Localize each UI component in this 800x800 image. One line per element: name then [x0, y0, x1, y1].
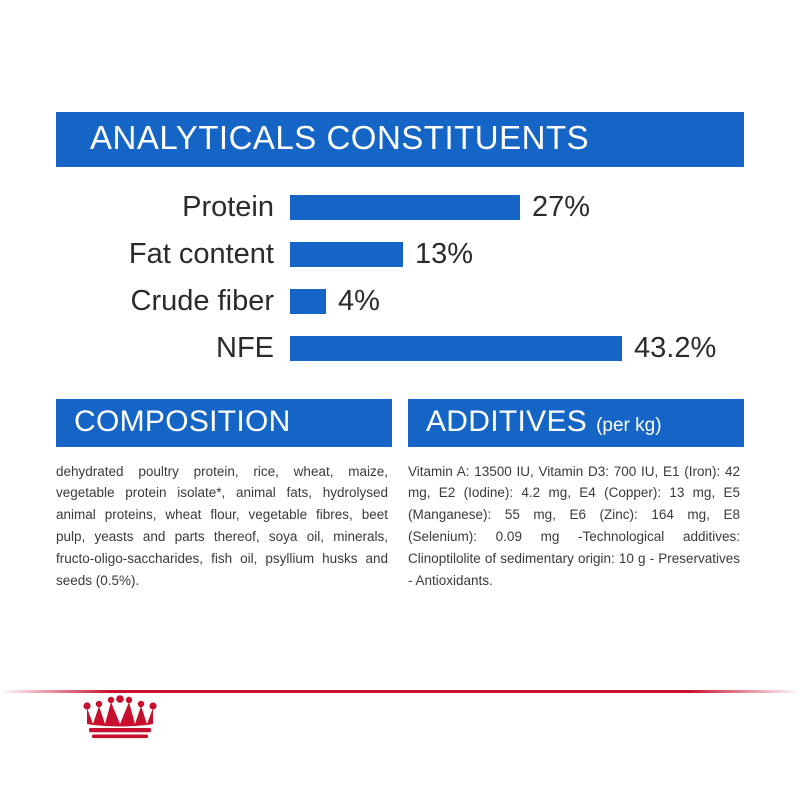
royal-canin-crown-icon: [83, 694, 157, 744]
bar-fill-protein: [290, 195, 520, 220]
bar-track-fat-content: [290, 233, 744, 277]
bar-row-protein: [56, 186, 744, 230]
bar-value-nfe: 43.2%: [634, 332, 717, 365]
bar-value-protein: 27%: [532, 191, 591, 224]
composition-text: dehydrated poultry protein, rice, wheat, maize, vegetable protein isolate*, animal fats, hydrolysed animal proteins, wheat flour, vegetable fibres, beet pulp, yeasts and parts thereof, soya oil, minerals, fructo-oligo-saccharides, fish oil, psyllium husks and seeds (0.5%).: [56, 463, 388, 588]
bar-row-fat-content: [56, 233, 744, 277]
bar-track-nfe: [290, 327, 744, 371]
analytical-constituents-title: ANALYTICALS CONSTITUENTS: [56, 112, 744, 167]
composition-header: [56, 399, 392, 447]
brand-divider: [0, 690, 800, 693]
bar-label-protein: Protein: [182, 191, 274, 224]
composition-section: [56, 399, 392, 592]
bar-fill-crude-fiber: [290, 289, 326, 314]
additives-header: [408, 399, 744, 447]
bar-value-crude-fiber: 4%: [338, 285, 380, 318]
bar-track-crude-fiber: [290, 280, 744, 324]
bar-value-fat-content: 13%: [415, 238, 474, 271]
bar-label-crude-fiber: Crude fiber: [130, 285, 274, 318]
bar-label-nfe: NFE: [216, 332, 274, 365]
bar-label-fat-content: Fat content: [128, 238, 274, 271]
nutrient-bar-chart: [56, 186, 744, 371]
detail-columns: [56, 399, 744, 592]
additives-title: ADDITIVES: [426, 405, 588, 438]
bar-fill-fat-content: [290, 242, 403, 267]
bar-row-nfe: [56, 327, 744, 371]
bar-track-protein: [290, 186, 744, 230]
additives-subtitle: (per kg): [596, 415, 662, 436]
analytical-constituents-section: [56, 112, 744, 374]
additives-section: [408, 399, 744, 592]
composition-title: COMPOSITION: [74, 405, 291, 438]
bar-fill-nfe: [290, 336, 622, 361]
bar-row-crude-fiber: [56, 280, 744, 324]
additives-text: Vitamin A: 13500 IU, Vitamin D3: 700 IU, E1 (Iron): 42 mg, E2 (Iodine): 4.2 mg, E4 (Copper): 13 mg, E5 (Manganese): 55 mg, E6 (Zinc): 164 mg, E8 (Selenium): 0.09 mg -Technological additives: Clinoptilolite of sedimentary origin: 10 g - Preservatives - Antioxidants.: [408, 463, 740, 588]
